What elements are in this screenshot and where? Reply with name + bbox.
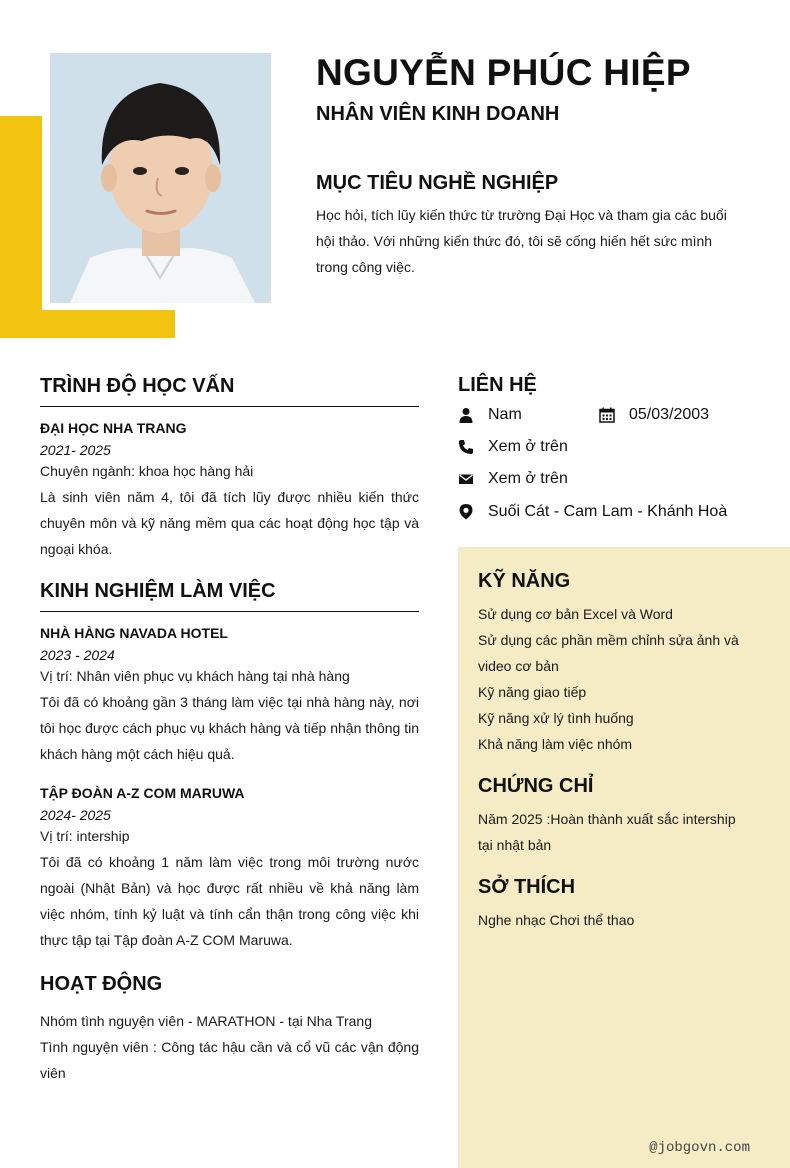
skills-list — [478, 601, 768, 757]
experience-divider — [40, 611, 419, 612]
phone-value[interactable]: Xem ở trên — [488, 438, 568, 455]
accent-block-bottom — [0, 310, 175, 338]
job-period: 2023 - 2024 — [40, 647, 115, 663]
job-position: Vị trí: intership — [40, 828, 130, 844]
experience-item — [40, 625, 419, 767]
job-company: NHÀ HÀNG NAVADA HOTEL — [40, 625, 228, 641]
address-value: Suối Cát - Cam Lam - Khánh Hoà — [488, 502, 728, 520]
education-divider — [40, 406, 419, 407]
person-icon — [458, 407, 474, 423]
watermark: @jobgovn.com — [649, 1140, 750, 1156]
job-position: Vị trí: Nhân viên phục vụ khách hàng tại nhà hàng — [40, 668, 350, 684]
birthday-value: 05/03/2003 — [629, 406, 710, 423]
skill-item: Kỹ năng xử lý tình huống — [478, 710, 634, 726]
skill-item: Kỹ năng giao tiếp — [478, 684, 587, 700]
education-major: Chuyên ngành: khoa học hàng hải — [40, 463, 254, 479]
contact-phone — [458, 438, 568, 456]
sidebar-content — [478, 570, 768, 933]
phone-icon — [458, 439, 474, 455]
skills-title: KỸ NĂNG — [478, 570, 571, 592]
skill-item: Khả năng làm việc nhóm — [478, 736, 633, 752]
portrait-image — [50, 53, 271, 303]
objective-title: MỤC TIÊU NGHỀ NGHIỆP — [316, 172, 559, 194]
education-description: Là sinh viên năm 4, tôi đã tích lũy được nhiều kiến thức chuyên môn và kỹ năng mềm qua các hoạt động học tập và ngoại khóa. — [40, 489, 419, 557]
left-column — [40, 375, 419, 1086]
mail-icon — [458, 471, 474, 487]
email-value[interactable]: Xem ở trên — [488, 470, 568, 487]
contact-address — [458, 502, 727, 521]
certificates-title: CHỨNG CHỈ — [478, 775, 594, 797]
job-period: 2024- 2025 — [40, 807, 111, 823]
accent-block-left — [0, 116, 42, 338]
education-period: 2021- 2025 — [40, 442, 111, 458]
activity-item: Tình nguyện viên : Công tác hậu cần và cổ vũ các vận động viên — [40, 1039, 419, 1081]
job-description: Tôi đã có khoảng gần 3 tháng làm việc tại nhà hàng này, nơi tôi học được cách phục vụ khách hàng và tiếp nhận thông tin khách hàng một cách hiệu quả. — [40, 694, 419, 762]
experience-title: KINH NGHIỆM LÀM VIỆC — [40, 580, 276, 602]
skill-item: Sử dụng các phần mềm chỉnh sửa ảnh và video cơ bản — [478, 632, 739, 674]
education-school: ĐẠI HỌC NHA TRANG — [40, 420, 187, 436]
contact-birthday — [599, 406, 709, 424]
skill-item: Sử dụng cơ bản Excel và Word — [478, 606, 673, 622]
objective-text: Học hỏi, tích lũy kiến thức từ trường Đại Học và tham gia các buổi hội thảo. Với những kiến thức đó, tôi sẽ cống hiến hết sức mình trong công việc. — [316, 207, 727, 275]
contact-gender — [458, 406, 522, 424]
experience-item — [40, 785, 419, 953]
job-description: Tôi đã có khoảng 1 năm làm việc trong môi trường nước ngoài (Nhật Bản) và học được rất nhiều về khả năng làm việc nhóm, tính kỷ luật và tính cẩn thận trong công việc khi thực tập tại Tập đoàn A-Z COM Maruwa. — [40, 854, 419, 948]
hobbies-title: SỞ THÍCH — [478, 876, 576, 898]
contact-title: LIÊN HỆ — [458, 374, 537, 396]
sidebar-panel — [458, 547, 790, 1168]
activity-item: Nhóm tình nguyện viên - MARATHON - tại Nha Trang — [40, 1013, 372, 1029]
hobbies-text: Nghe nhạc Chơi thể thao — [478, 912, 635, 928]
education-title: TRÌNH ĐỘ HỌC VẤN — [40, 375, 235, 397]
job-company: TẬP ĐOÀN A-Z COM MARUWA — [40, 785, 245, 801]
activities-title: HOẠT ĐỘNG — [40, 973, 163, 995]
calendar-icon — [599, 407, 615, 423]
contact-email — [458, 470, 568, 488]
location-pin-icon — [458, 502, 474, 521]
gender-value: Nam — [488, 406, 522, 423]
candidate-role: NHÂN VIÊN KINH DOANH — [316, 103, 560, 125]
profile-photo — [50, 53, 271, 303]
certificate-item: Năm 2025 :Hoàn thành xuất sắc intership tại nhật bản — [478, 811, 736, 853]
candidate-name: NGUYỄN PHÚC HIỆP — [316, 52, 691, 93]
